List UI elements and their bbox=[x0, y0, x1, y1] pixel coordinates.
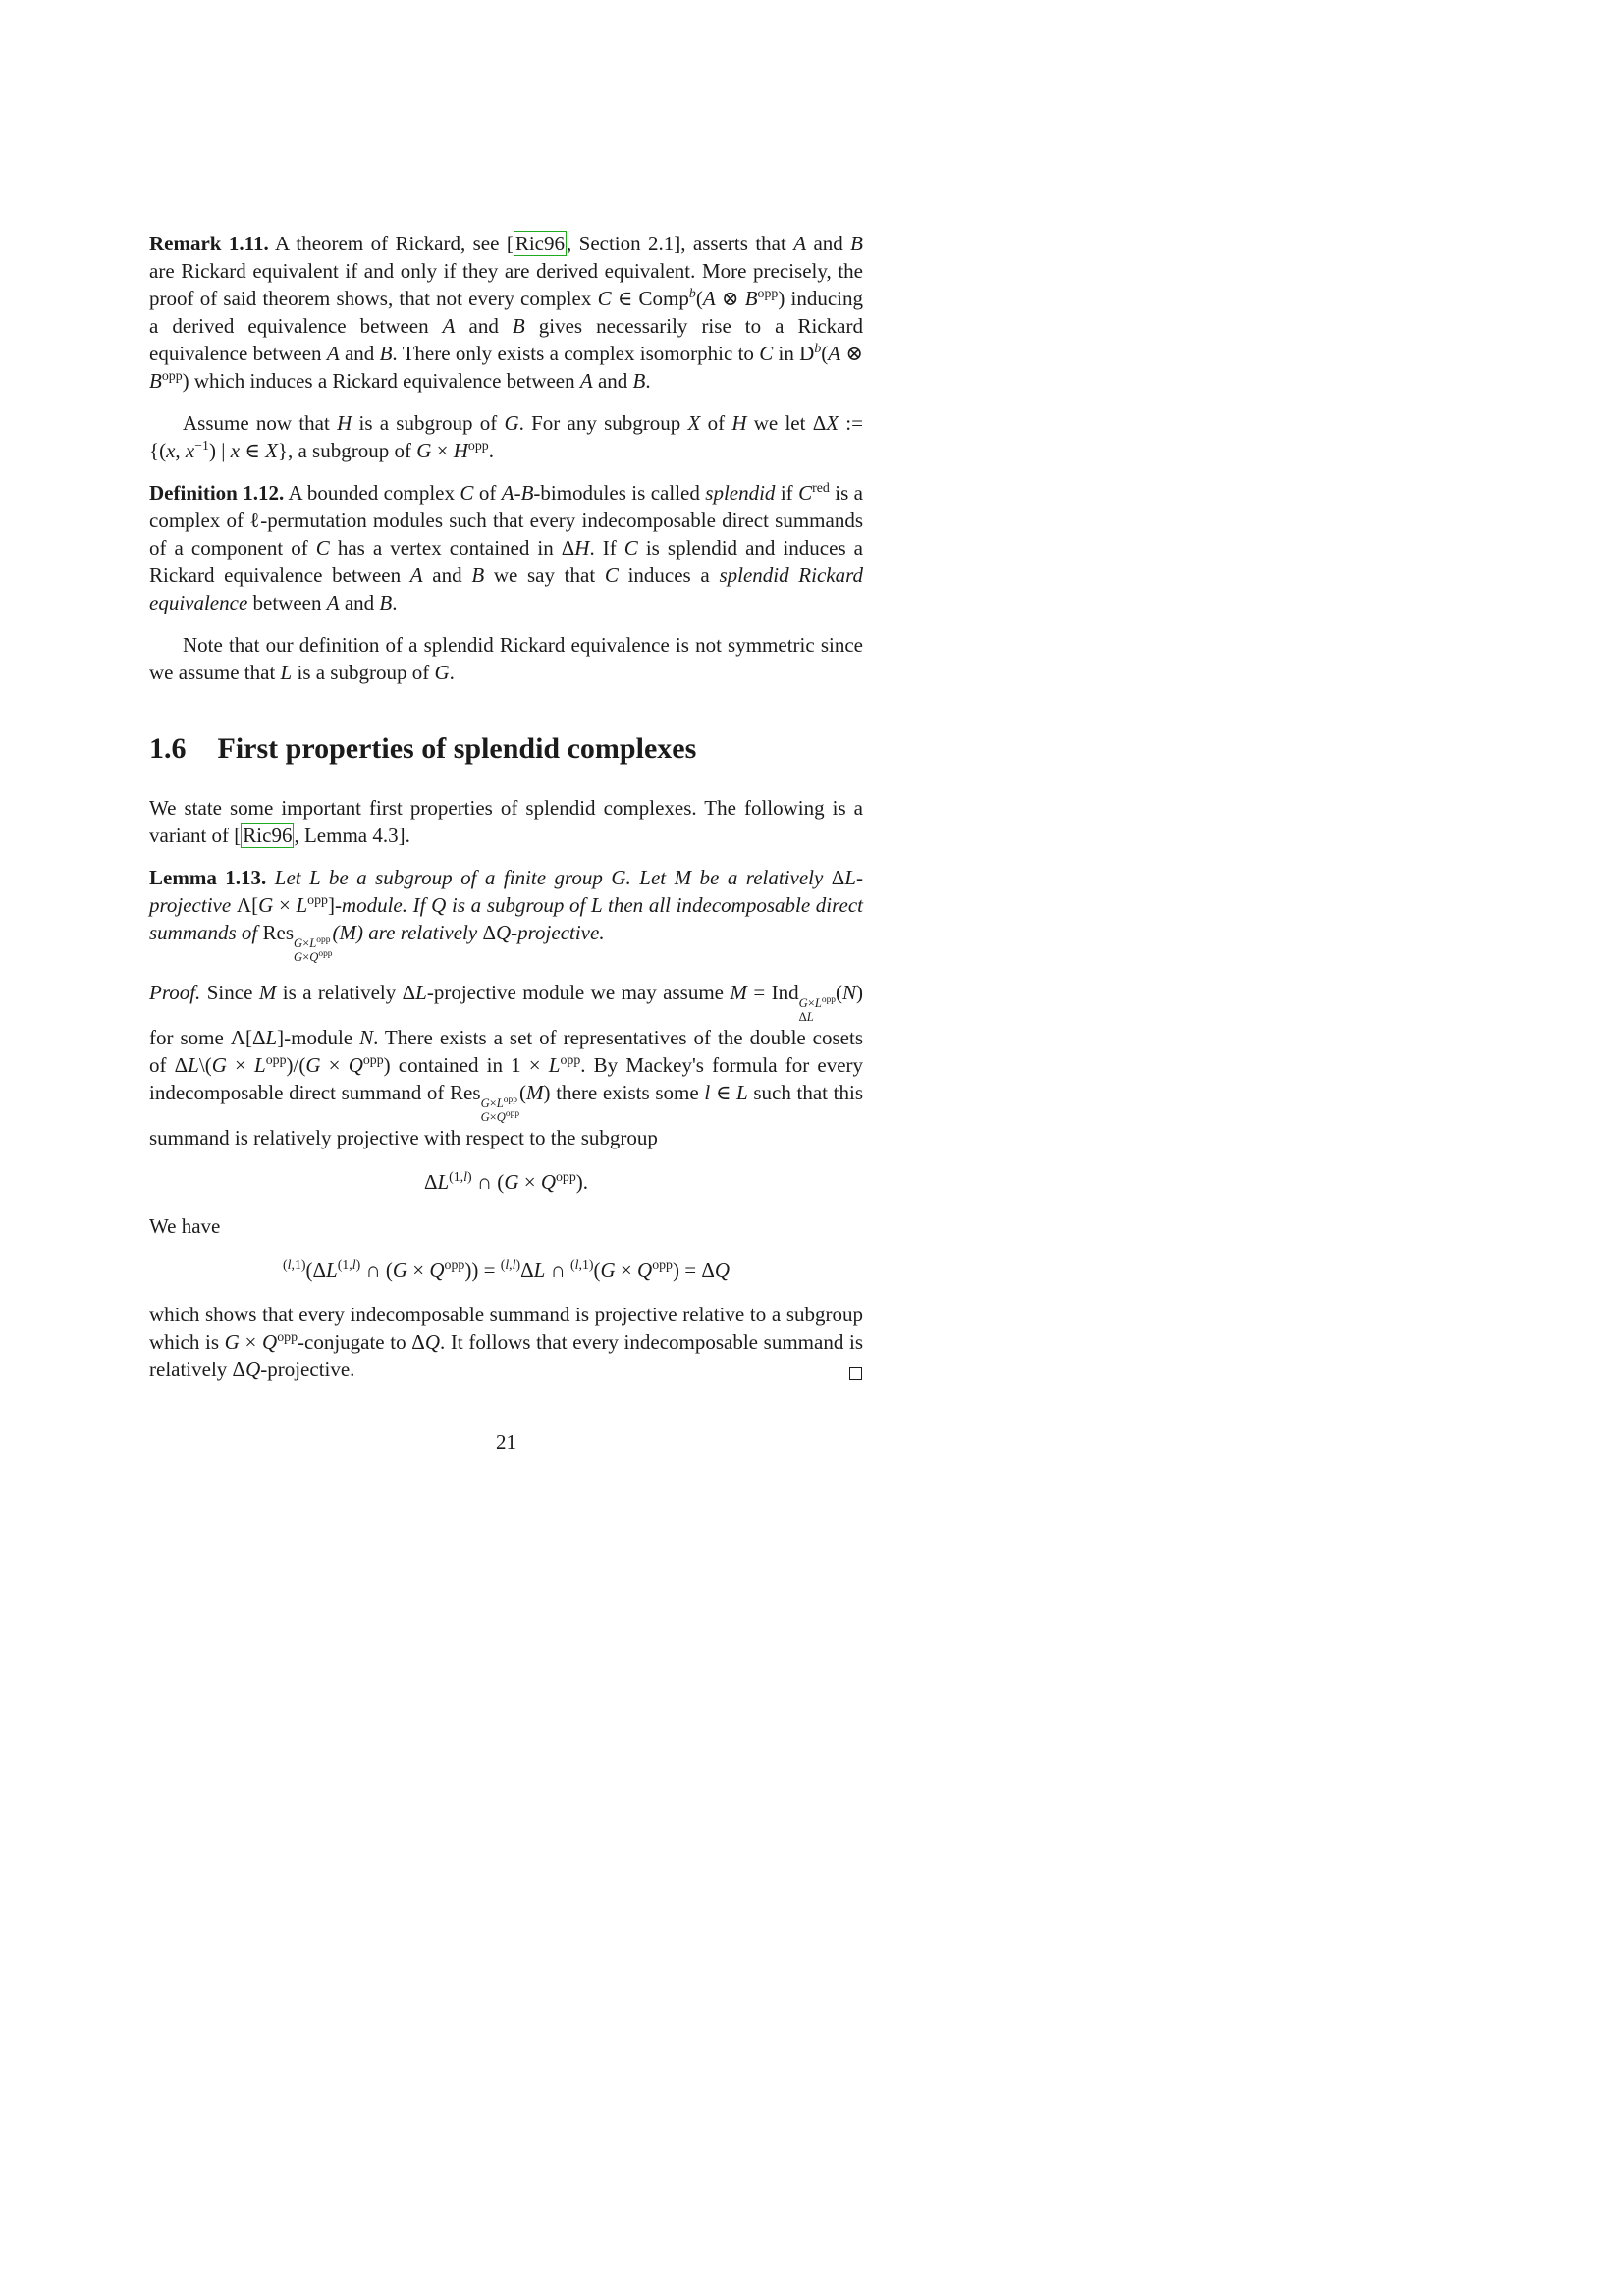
page-number: 21 bbox=[496, 1429, 516, 1454]
citation-link-ric96[interactable]: Ric96 bbox=[243, 824, 293, 847]
text-block bbox=[149, 230, 863, 1456]
paragraph-note-symmetry: Note that our definition of a splendid Rickard equivalence is not symmetric since we assume that L is a subgroup of G. bbox=[149, 633, 863, 684]
paragraph-section-intro: We state some important first properties of splendid complexes. The following is a variant of [Ric96, Lemma 4.3]. bbox=[149, 796, 863, 847]
qed-box bbox=[849, 1367, 862, 1380]
paragraph-assume-subgroup: Assume now that H is a subgroup of G. For any subgroup X of H we let ΔX := {(x, $x^{-1}$) | x ∈ X}, a subgroup of $G \times H^{opp}$. bbox=[149, 411, 863, 462]
display-equation-conjugation: $^{(l,1)}$(ΔL$^{(1,l)}$ ∩ $(G \times Q^{opp})) = ^{(l,l)}\Delta L$ ∩ $^{(l,1)}(G \times Q^{opp}) = \Delta Q$ bbox=[283, 1256, 730, 1282]
paragraph-we-have: We have bbox=[149, 1213, 221, 1238]
section-number: 1.6 bbox=[149, 732, 187, 765]
section-heading bbox=[149, 731, 863, 767]
paragraph-conclusion bbox=[149, 1301, 863, 1383]
lemma-1-13: Lemma 1.13. Let L be a subgroup of a finite group G. Let M be a relatively ΔL-projective $\Lambda[G \times L^{opp}]$-module. If Q is a subgroup of L then all indecomposable direct summands of Res $G\times L^{opp}$ $G\times Q^{opp}$ (M) are relatively ΔQ-projective. bbox=[149, 866, 864, 964]
definition-1-12: Definition 1.12. A bounded complex C of A-B-bimodules is called splendid if $C^{red}$ is a complex of ℓ-permutation modules such that every indecomposable direct summands of a component of C has a vertex contained in ΔH. If C is splendid and induces a Rickard equivalence between A and B we say that C induces a splendid Rickard equivalence between A and B. bbox=[149, 480, 863, 614]
section-title: First properties of splendid complexes bbox=[217, 732, 697, 765]
conclusion-text: which shows that every indecomposable summand is projective relative to a subgroup which is $G \times Q^{opp}$-conjugate to ΔQ. It follows that every indecomposable summand is relatively ΔQ-projective. bbox=[149, 1302, 864, 1381]
remark-1-11: Remark 1.11. A theorem of Rickard, see [Ric96, Section 2.1], asserts that A and B are Rickard equivalent if and only if they are derived equivalent. More precisely, the proof of said theorem shows, that not every complex C ∈ Comp$^b$(A ⊗ $B^{opp}$) inducing a derived equivalence between A and B gives necessarily rise to a Rickard equivalence between A and B. There only exists a complex isomorphic to C in $D^b(A$ ⊗ $B^{opp}$) which induces a Rickard equivalence between A and B. bbox=[149, 232, 864, 393]
display-equation-subgroup: ΔL$^{(1,l)}$ ∩ $(G \times Q^{opp})$. bbox=[423, 1168, 589, 1194]
citation-link-ric96[interactable]: Ric96 bbox=[514, 232, 565, 255]
proof-paragraph: Proof. Since M is a relatively ΔL-projective module we may assume M = Ind $G\times L^{opp}$ ΔL (N) for some Λ[ΔL]-module N. There exists a set of representatives of the double cosets of ΔL\(G × $L^{opp})/(G \times Q^{opp})$ contained in $1 \times L^{opp}$. By Mackey's formula for every indecomposable direct summand of Res $G\times L^{opp}$ $G\times Q^{opp}$ (M) there exists some l ∈ L such that this summand is relatively projective with respect to the subgroup bbox=[149, 980, 864, 1149]
